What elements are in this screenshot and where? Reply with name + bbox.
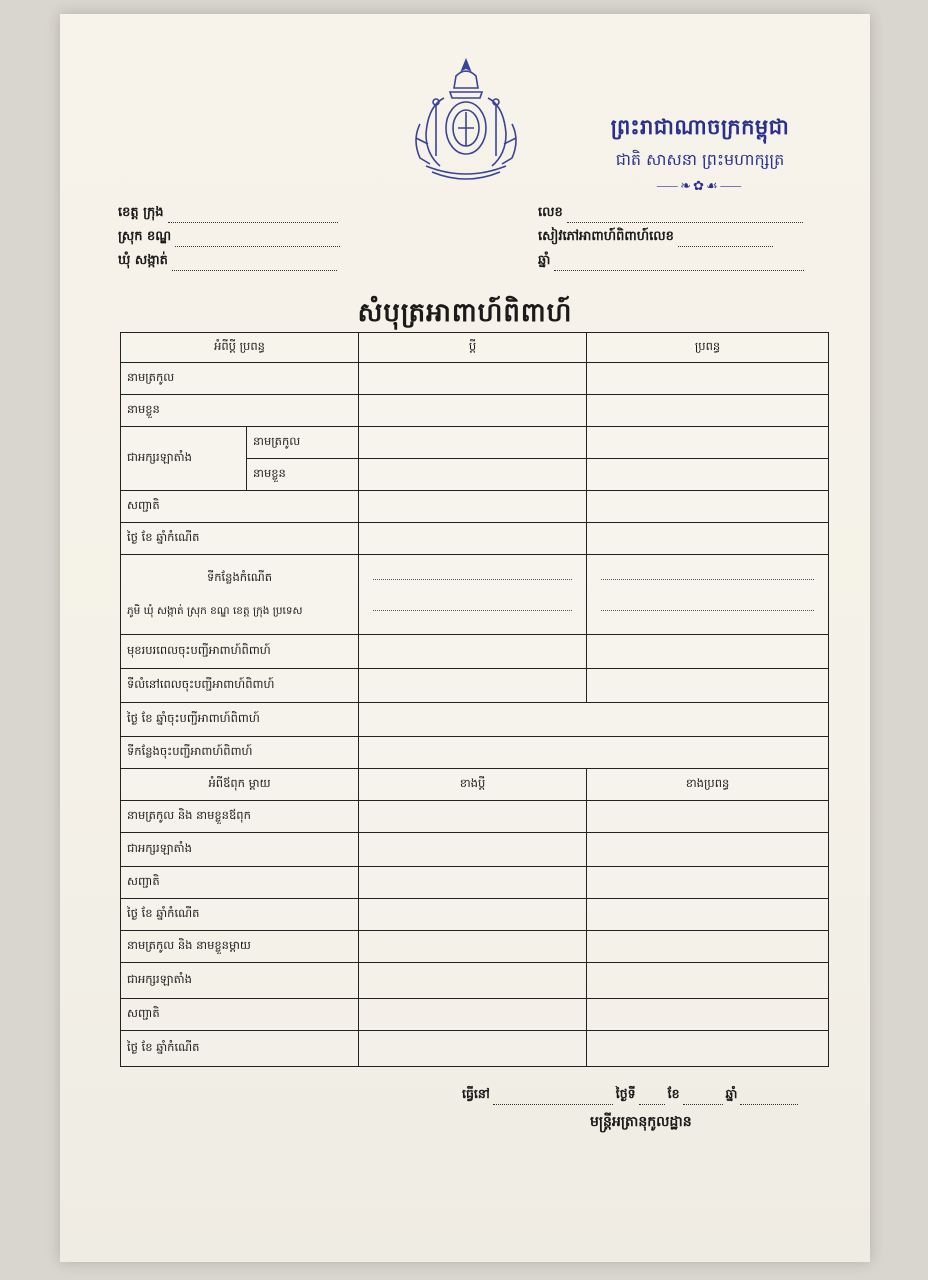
husband-dob-cell[interactable] [359,523,587,555]
province-label: ខេត្ត ក្រុង [118,205,164,220]
wife-dob-cell[interactable] [587,523,829,555]
ornament-divider: ⸺❧✿☙⸺ [656,179,744,194]
district-blank[interactable] [175,234,340,247]
number-label: លេខ [538,205,563,220]
parents-section-header: អំពីឪពុក ម្ដាយ [121,769,359,801]
mother-nationality-label: សញ្ជាតិ [121,999,359,1031]
day-blank[interactable] [639,1093,665,1105]
husband-father-nationality-cell[interactable] [359,867,587,899]
parents-header-row [121,769,829,801]
table-row [121,899,829,931]
wife-side-header: ខាងប្រពន្ធ [587,769,829,801]
husband-pob-cell[interactable] [359,555,587,635]
occupation-label: មុខរបរពេលចុះបញ្ជីអាពាហ៍ពិពាហ៍ [121,635,359,669]
year-blank[interactable] [554,258,804,271]
table-row [121,491,829,523]
latin-given-name-label: នាមខ្លួន [247,459,359,491]
table-row [121,999,829,1031]
form-sheet [60,14,870,1262]
table-row [121,427,829,459]
kingdom-header [550,114,850,194]
husband-father-dob-cell[interactable] [359,899,587,931]
wife-latin-given-name-cell[interactable] [587,459,829,491]
wife-pob-cell[interactable] [587,555,829,635]
reg-date-label: ថ្ងៃ ខែ ឆ្នាំចុះបញ្ជីអាពាហ៍ពិពាហ៍ [121,703,359,737]
district-field[interactable] [118,228,340,247]
reg-place-label: ទីកន្លែងចុះបញ្ជីអាពាហ៍ពិពាហ៍ [121,737,359,769]
pob-label: ទីកន្លែងកំណើត [206,569,273,584]
wife-pob-line-1[interactable] [601,579,814,580]
year-label: ឆ្នាំ [538,253,551,268]
table-row [121,931,829,963]
table-row [121,363,829,395]
table-row [121,833,829,867]
husband-father-name-cell[interactable] [359,801,587,833]
table-row [121,801,829,833]
year-blank-footer[interactable] [740,1093,798,1105]
father-name-label: នាមត្រកូល និង នាមខ្លួនឪពុក [121,801,359,833]
wife-father-name-cell[interactable] [587,801,829,833]
table-row [121,395,829,427]
husband-mother-name-cell[interactable] [359,931,587,963]
month-label: ខែ [667,1086,680,1101]
number-field[interactable] [538,204,803,223]
nationality-label: សញ្ជាតិ [121,491,359,523]
father-latin-label: ជាអក្សរឡាតាំង [121,833,359,867]
latin-label: ជាអក្សរឡាតាំង [121,427,247,491]
husband-occupation-cell[interactable] [359,635,587,669]
mother-dob-label: ថ្ងៃ ខែ ឆ្នាំកំណើត [121,1031,359,1067]
national-motto: ជាតិ សាសនា ព្រះមហាក្សត្រ [615,150,785,169]
kingdom-title: ព្រះរាជាណាចក្រកម្ពុជា [610,115,790,139]
father-nationality-label: សញ្ជាតិ [121,867,359,899]
spouse-header-row [121,333,829,363]
husband-mother-nationality-cell[interactable] [359,999,587,1031]
wife-column-header: ប្រពន្ធ [587,333,829,363]
wife-father-latin-cell[interactable] [587,833,829,867]
husband-given-name-cell[interactable] [359,395,587,427]
made-at-line [462,1086,801,1105]
number-blank[interactable] [567,210,803,223]
book-number-blank[interactable] [678,234,773,247]
civil-registrar-label: មន្ត្រីអត្រានុកូលដ្ឋាន [590,1114,692,1130]
husband-latin-given-name-cell[interactable] [359,459,587,491]
commune-blank[interactable] [172,258,337,271]
made-at-blank[interactable] [493,1093,613,1105]
year-label-footer: ឆ្នាំ [725,1086,738,1101]
table-row [121,737,829,769]
wife-surname-cell[interactable] [587,363,829,395]
mother-name-label: នាមត្រកូល និង នាមខ្លួនម្ដាយ [121,931,359,963]
husband-mother-dob-cell[interactable] [359,1031,587,1067]
commune-label: ឃុំ សង្កាត់ [118,253,168,268]
wife-nationality-cell[interactable] [587,491,829,523]
year-field[interactable] [538,252,804,271]
province-field[interactable] [118,204,338,223]
wife-mother-dob-cell[interactable] [587,1031,829,1067]
husband-column-header: ប្ដី [359,333,587,363]
husband-residence-cell[interactable] [359,669,587,703]
table-row [121,1031,829,1067]
husband-pob-line-1[interactable] [373,579,572,580]
month-blank[interactable] [683,1093,723,1105]
reg-date-cell[interactable] [359,703,829,737]
husband-side-header: ខាងប្ដី [359,769,587,801]
wife-residence-cell[interactable] [587,669,829,703]
marriage-record-table [120,332,829,1067]
surname-label: នាមត្រកូល [121,363,359,395]
table-row [121,635,829,669]
wife-father-nationality-cell[interactable] [587,867,829,899]
province-blank[interactable] [168,210,338,223]
made-at-label: ធ្វើនៅ [462,1086,490,1101]
book-number-field[interactable] [538,228,773,247]
wife-mother-nationality-cell[interactable] [587,999,829,1031]
residence-label: ទីលំនៅពេលចុះបញ្ជីអាពាហ៍ពិពាហ៍ [121,669,359,703]
husband-nationality-cell[interactable] [359,491,587,523]
table-row [121,523,829,555]
wife-latin-surname-cell[interactable] [587,427,829,459]
wife-pob-line-2[interactable] [601,610,814,611]
given-name-label: នាមខ្លួន [121,395,359,427]
pob-label-cell [121,555,359,635]
father-dob-label: ថ្ងៃ ខែ ឆ្នាំកំណើត [121,899,359,931]
latin-surname-label: នាមត្រកូល [247,427,359,459]
form-title: សំបុត្រអាពាហ៍ពិពាហ៍ [357,298,573,328]
royal-arms-icon [406,54,526,184]
husband-mother-latin-cell[interactable] [359,963,587,999]
table-row [121,963,829,999]
wife-father-dob-cell[interactable] [587,899,829,931]
husband-pob-line-2[interactable] [373,610,572,611]
husband-latin-surname-cell[interactable] [359,427,587,459]
table-row [121,555,829,635]
table-row [121,867,829,899]
book-number-label: សៀវភៅអាពាហ៍ពិពាហ៍លេខ [538,229,674,244]
table-row [121,669,829,703]
mother-latin-label: ជាអក្សរឡាតាំង [121,963,359,999]
commune-field[interactable] [118,252,337,271]
husband-father-latin-cell[interactable] [359,833,587,867]
reg-place-cell[interactable] [359,737,829,769]
wife-occupation-cell[interactable] [587,635,829,669]
day-label: ថ្ងៃទី [615,1086,636,1101]
spouse-section-header: អំពីប្ដី ប្រពន្ធ [121,333,359,363]
wife-mother-name-cell[interactable] [587,931,829,963]
wife-mother-latin-cell[interactable] [587,963,829,999]
husband-surname-cell[interactable] [359,363,587,395]
table-row [121,703,829,737]
dob-label: ថ្ងៃ ខែ ឆ្នាំកំណើត [121,523,359,555]
wife-given-name-cell[interactable] [587,395,829,427]
district-label: ស្រុក ខណ្ឌ [118,229,172,244]
pob-detail-label: ភូមិ ឃុំ សង្កាត់ ស្រុក ខណ្ឌ ខេត្ត ក្រុង ប្រទេស [127,604,303,617]
